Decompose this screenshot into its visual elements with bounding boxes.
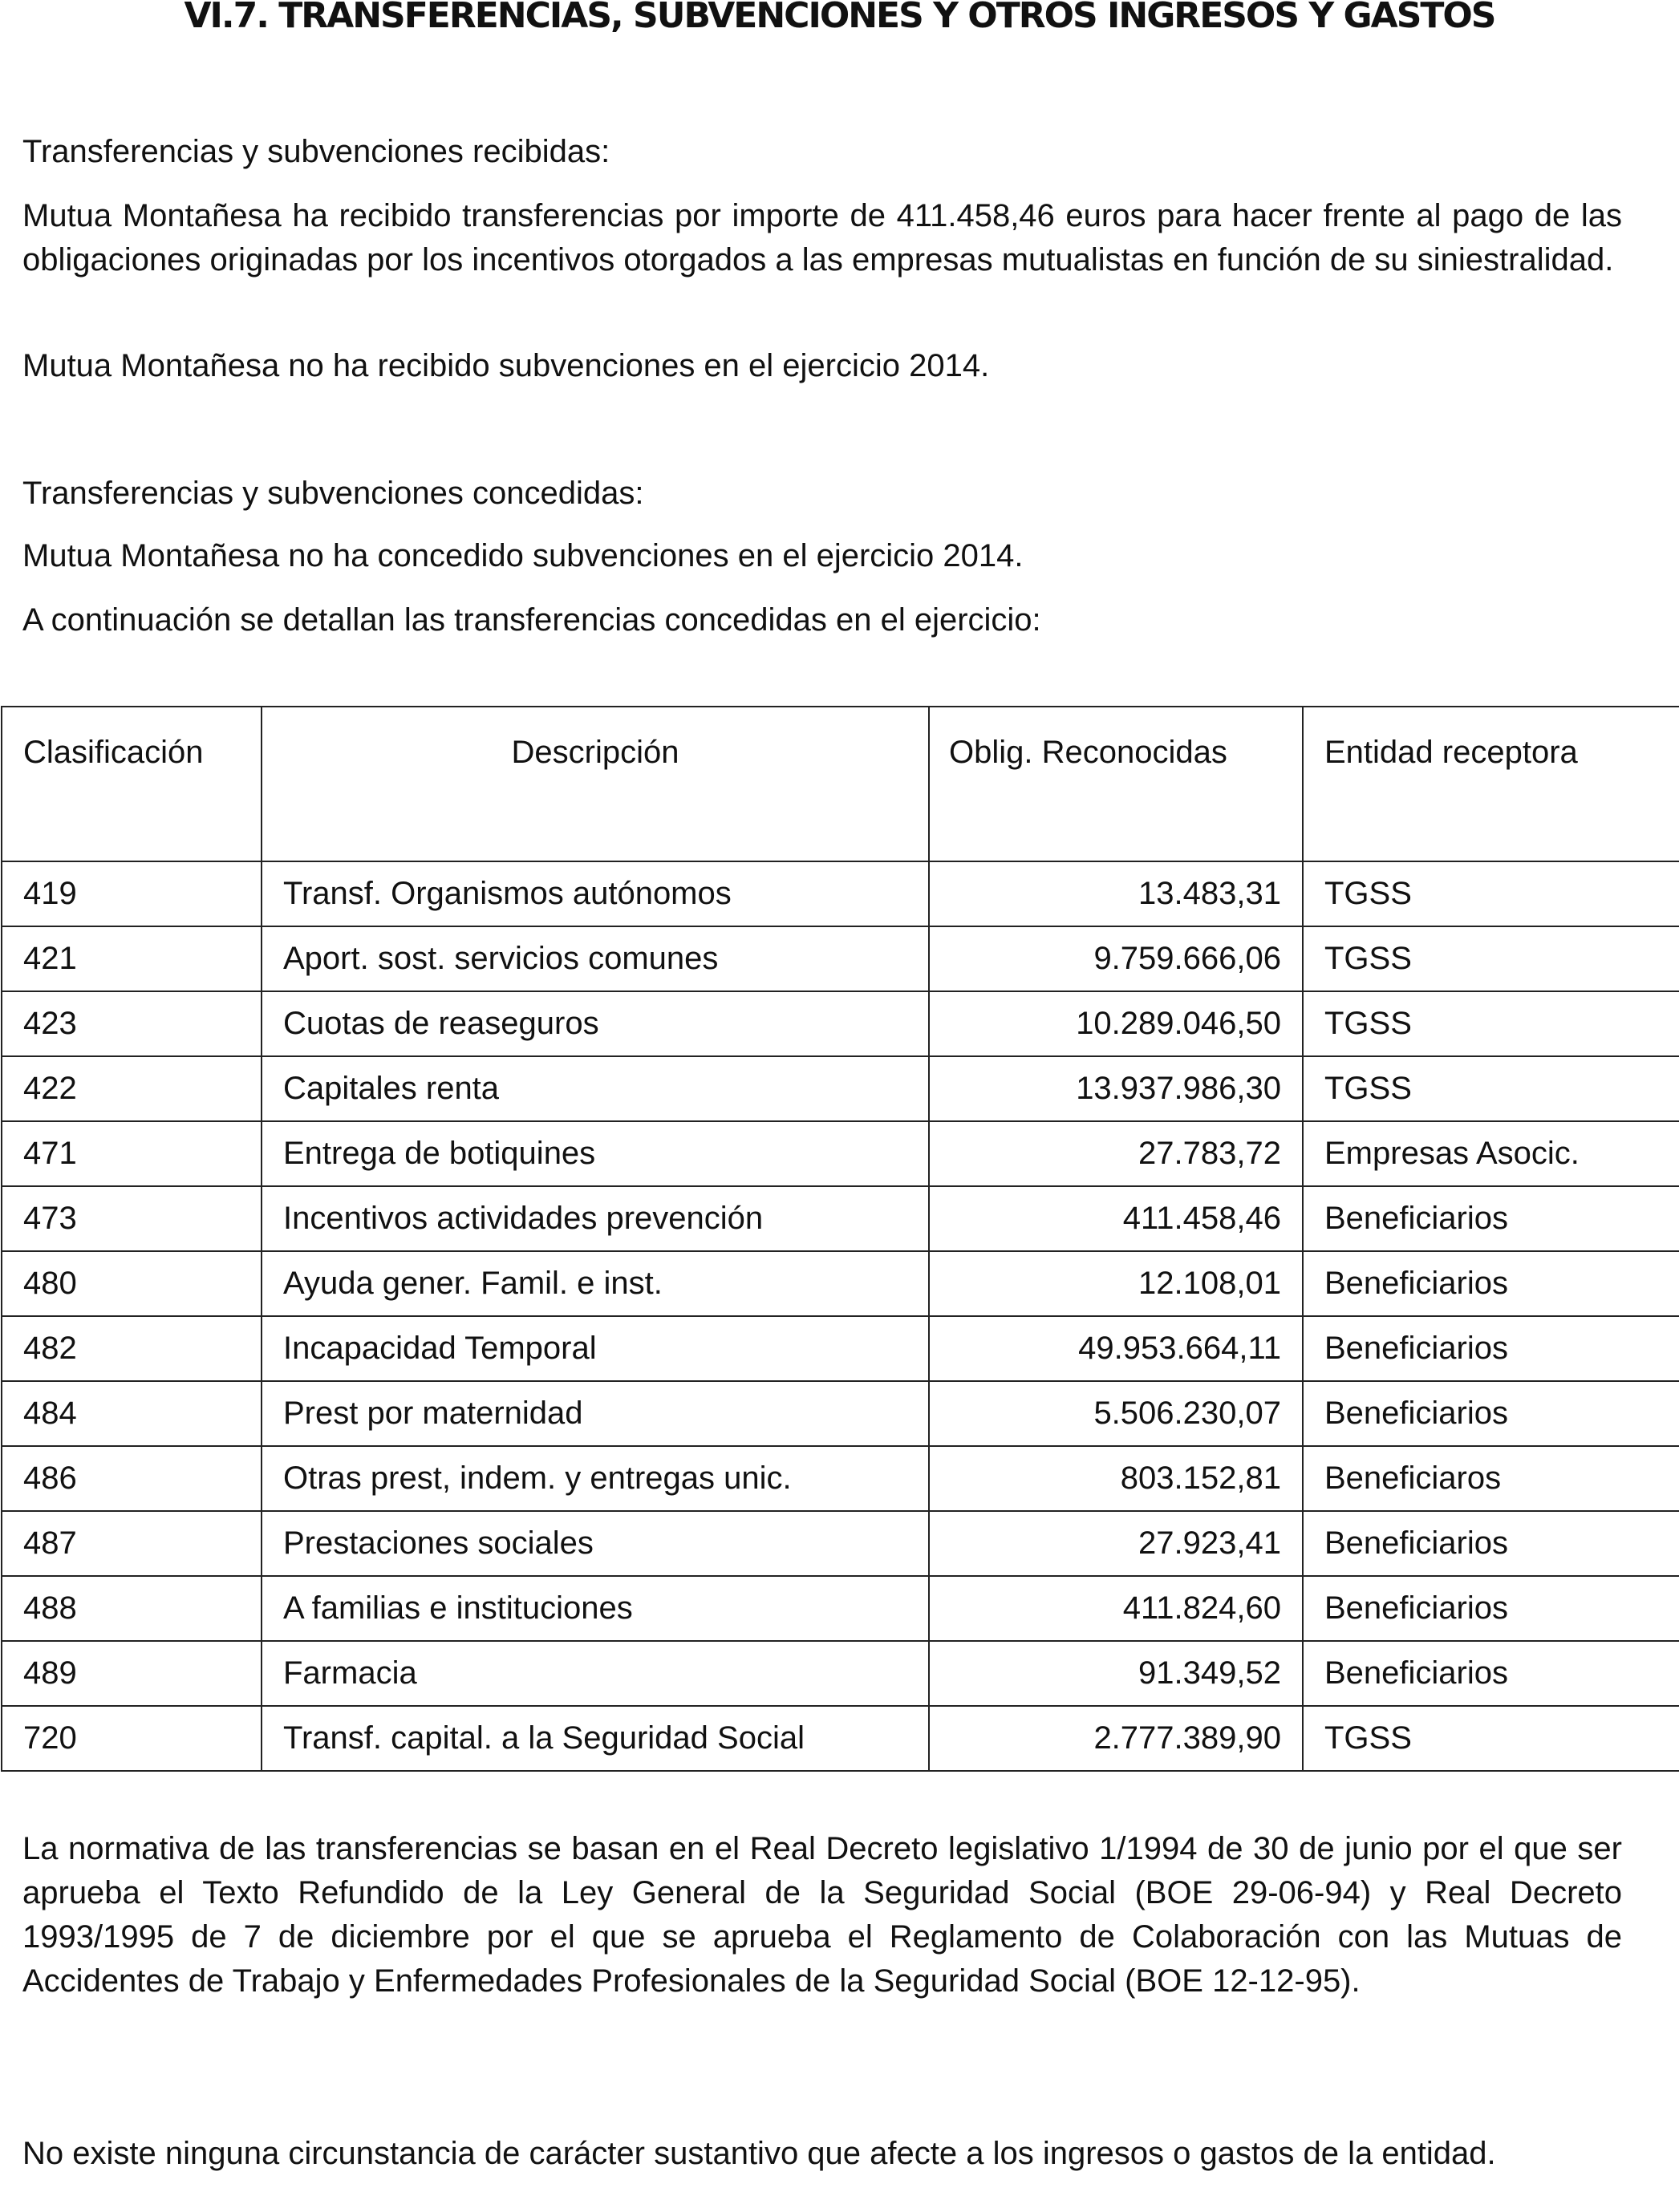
table-row (2, 1381, 1679, 1446)
cell-clasificacion: 482 (2, 1316, 262, 1381)
cell-clasificacion: 720 (2, 1706, 262, 1771)
cell-clasificacion: 486 (2, 1446, 262, 1511)
cell-entidad: Beneficiarios (1303, 1186, 1679, 1251)
granted-subsidies-paragraph: Mutua Montañesa no ha concedido subvenciones en el ejercicio 2014. (22, 538, 1024, 573)
cell-entidad: Beneficiarios (1303, 1251, 1679, 1316)
cell-oblig: 411.824,60 (929, 1576, 1303, 1641)
cell-descripcion: Cuotas de reaseguros (262, 991, 929, 1056)
table-row (2, 1641, 1679, 1706)
cell-oblig: 12.108,01 (929, 1251, 1303, 1316)
header-entidad-receptora: Entidad receptora (1303, 707, 1679, 861)
cell-entidad: Beneficiarios (1303, 1316, 1679, 1381)
normativa-paragraph: La normativa de las transferencias se basan en el Real Decreto legislativo 1/1994 de 30 de junio por el que ser aprueba el Texto Refundido de la Ley General de la Seguridad Social (BOE 29-06-94) y Real Decreto 1993/1995 de 7 de diciembre por el que se aprueba el Reglamento de Colaboración con las Mutuas de Accidentes de Trabajo y Enfermedades Profesionales de la Seguridad Social (BOE 12-12-95). (22, 1831, 1622, 1999)
cell-descripcion: Otras prest, indem. y entregas unic. (262, 1446, 929, 1511)
cell-clasificacion: 419 (2, 861, 262, 926)
granted-heading: Transferencias y subvenciones concedidas: (22, 476, 644, 511)
table-row (2, 1576, 1679, 1641)
cell-entidad: Beneficiaros (1303, 1446, 1679, 1511)
cell-clasificacion: 480 (2, 1251, 262, 1316)
cell-descripcion: Prestaciones sociales (262, 1511, 929, 1576)
table-row (2, 1121, 1679, 1186)
cell-clasificacion: 422 (2, 1056, 262, 1121)
table-row (2, 1446, 1679, 1511)
table-row (2, 861, 1679, 926)
cell-descripcion: Transf. Organismos autónomos (262, 861, 929, 926)
granted-intro-paragraph: A continuación se detallan las transferencias concedidas en el ejercicio: (22, 602, 1041, 638)
table-row (2, 926, 1679, 991)
closing-paragraph: No existe ninguna circunstancia de carácter sustantivo que afecte a los ingresos o gastos de la entidad. (22, 2136, 1496, 2171)
cell-clasificacion: 484 (2, 1381, 262, 1446)
cell-clasificacion: 423 (2, 991, 262, 1056)
header-oblig-reconocidas: Oblig. Reconocidas (929, 707, 1303, 861)
cell-entidad: TGSS (1303, 926, 1679, 991)
table-header-row (2, 707, 1679, 861)
cell-oblig: 9.759.666,06 (929, 926, 1303, 991)
cell-descripcion: Prest por maternidad (262, 1381, 929, 1446)
cell-entidad: TGSS (1303, 1706, 1679, 1771)
table-row (2, 1316, 1679, 1381)
received-heading: Transferencias y subvenciones recibidas: (22, 134, 610, 169)
cell-entidad: TGSS (1303, 861, 1679, 926)
section-title: VI.7. TRANSFERENCIAS, SUBVENCIONES Y OTROS INGRESOS Y GASTOS (184, 0, 1495, 36)
cell-descripcion: Transf. capital. a la Seguridad Social (262, 1706, 929, 1771)
cell-descripcion: Aport. sost. servicios comunes (262, 926, 929, 991)
cell-clasificacion: 487 (2, 1511, 262, 1576)
cell-descripcion: Entrega de botiquines (262, 1121, 929, 1186)
table-row (2, 991, 1679, 1056)
cell-descripcion: Farmacia (262, 1641, 929, 1706)
cell-entidad: Beneficiarios (1303, 1511, 1679, 1576)
header-descripcion: Descripción (262, 707, 929, 861)
received-paragraph: Mutua Montañesa ha recibido transferencias por importe de 411.458,46 euros para hacer frente al pago de las obligaciones originadas por los incentivos otorgados a las empresas mutualistas en función de su siniestralidad. (22, 198, 1622, 278)
table-row (2, 1186, 1679, 1251)
cell-oblig: 5.506.230,07 (929, 1381, 1303, 1446)
cell-entidad: Beneficiarios (1303, 1641, 1679, 1706)
table-row (2, 1706, 1679, 1771)
received-subsidies-paragraph: Mutua Montañesa no ha recibido subvenciones en el ejercicio 2014. (22, 348, 990, 383)
cell-oblig: 27.923,41 (929, 1511, 1303, 1576)
cell-clasificacion: 471 (2, 1121, 262, 1186)
cell-descripcion: Incapacidad Temporal (262, 1316, 929, 1381)
cell-descripcion: Incentivos actividades prevención (262, 1186, 929, 1251)
cell-oblig: 10.289.046,50 (929, 991, 1303, 1056)
cell-clasificacion: 489 (2, 1641, 262, 1706)
cell-oblig: 49.953.664,11 (929, 1316, 1303, 1381)
cell-oblig: 13.483,31 (929, 861, 1303, 926)
cell-descripcion: Capitales renta (262, 1056, 929, 1121)
cell-descripcion: Ayuda gener. Famil. e inst. (262, 1251, 929, 1316)
cell-entidad: TGSS (1303, 1056, 1679, 1121)
header-clasificacion: Clasificación (2, 707, 262, 861)
cell-oblig: 411.458,46 (929, 1186, 1303, 1251)
cell-clasificacion: 488 (2, 1576, 262, 1641)
cell-oblig: 91.349,52 (929, 1641, 1303, 1706)
cell-entidad: Empresas Asocic. (1303, 1121, 1679, 1186)
transfers-table (1, 706, 1679, 1772)
cell-oblig: 13.937.986,30 (929, 1056, 1303, 1121)
cell-oblig: 2.777.389,90 (929, 1706, 1303, 1771)
cell-descripcion: A familias e instituciones (262, 1576, 929, 1641)
cell-oblig: 803.152,81 (929, 1446, 1303, 1511)
cell-entidad: Beneficiarios (1303, 1576, 1679, 1641)
cell-clasificacion: 473 (2, 1186, 262, 1251)
table-row (2, 1056, 1679, 1121)
table-row (2, 1251, 1679, 1316)
cell-entidad: TGSS (1303, 991, 1679, 1056)
cell-clasificacion: 421 (2, 926, 262, 991)
cell-oblig: 27.783,72 (929, 1121, 1303, 1186)
cell-entidad: Beneficiarios (1303, 1381, 1679, 1446)
table-row (2, 1511, 1679, 1576)
